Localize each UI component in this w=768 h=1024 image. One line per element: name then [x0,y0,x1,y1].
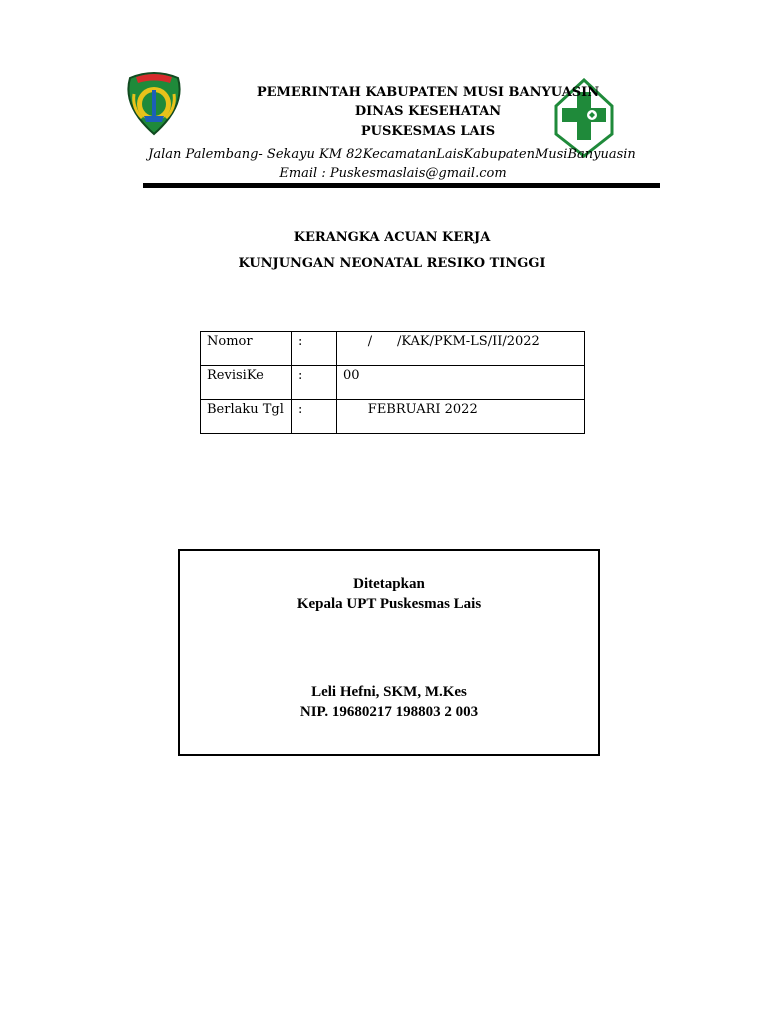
info-label: Nomor [201,332,292,366]
approval-position: Kepala UPT Puskesmas Lais [296,596,482,612]
table-row [201,332,585,366]
letterhead-government: PEMERINTAH KABUPATEN MUSI BANYUASIN [256,85,600,100]
letterhead-divider [143,183,660,188]
info-separator: : [292,332,337,366]
approval-box [178,549,600,756]
document-title: KERANGKA ACUAN KERJA [293,230,491,245]
info-value: FEBRUARI 2022 [337,400,585,434]
document-info-table [200,331,585,434]
approval-signer-nip: NIP. 19680217 198803 2 003 [299,704,479,720]
approval-signer-name: Leli Hefni, SKM, M.Kes [311,684,467,700]
info-separator: : [292,400,337,434]
letterhead-puskesmas: PUSKESMAS LAIS [360,124,496,139]
info-label: Berlaku Tgl [201,400,292,434]
info-value: 00 [337,366,585,400]
document-subtitle: KUNJUNGAN NEONATAL RESIKO TINGGI [238,256,546,271]
approval-set-label: Ditetapkan [353,576,425,592]
letterhead-address: Jalan Palembang- Sekayu KM 82KecamatanLaisKabupatenMusiBanyuasin [148,147,636,162]
table-row [201,366,585,400]
info-label: RevisiKe [201,366,292,400]
info-value: / /KAK/PKM-LS/II/2022 [337,332,585,366]
info-separator: : [292,366,337,400]
letterhead-email: Email : Puskesmaslais@gmail.com [279,166,507,181]
letterhead-department: DINAS KESEHATAN [354,104,502,119]
table-row [201,400,585,434]
